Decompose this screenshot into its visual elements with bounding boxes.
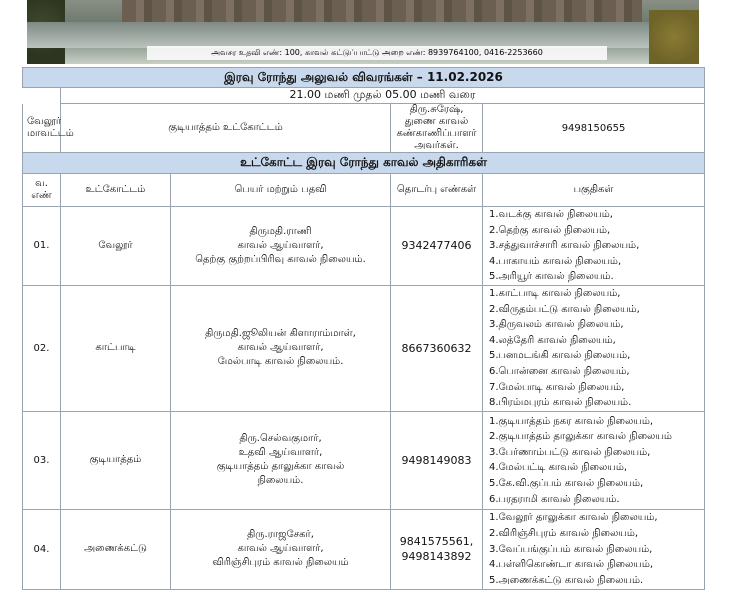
foliage-image: [649, 10, 699, 64]
row-serial-number: 02.: [23, 285, 61, 411]
row-contact-number: [391, 285, 483, 411]
row-contact-number: [391, 207, 483, 286]
table-row: [23, 411, 705, 509]
officer-line: விரிஞ்சிபுரம் காவல் நிலையம்: [212, 557, 349, 569]
police-station-item: 2.விருதம்பட்டு காவல் நிலையம்,: [489, 303, 640, 315]
row-serial-number: 04.: [23, 509, 61, 589]
row-subdivision: வேலூர்: [61, 207, 171, 286]
col-header-name-post: பெயர் மற்றும் பதவி: [171, 174, 391, 207]
district-officer: திரு.சுரேஷ், துணை காவல் கண்காணிப்பாளர் அவர்கள்.: [391, 104, 483, 153]
officer-line: மேல்பாடி காவல் நிலையம்.: [217, 356, 344, 368]
document-title-row: [23, 68, 705, 88]
row-subdivision: அணைக்கட்டு: [61, 509, 171, 589]
patrol-rows: [23, 207, 705, 590]
police-station-item: 4.லத்தேரி காவல் நிலையம்,: [489, 334, 616, 346]
row-areas: [483, 411, 705, 509]
row-officer: [171, 509, 391, 589]
police-station-item: 8.பிரம்மபுரம் காவல் நிலையம்.: [489, 397, 632, 409]
police-station-item: 5.அணைக்கட்டு காவல் நிலையம்.: [489, 574, 644, 586]
police-station-item: 3.சத்துவாச்சாரி காவல் நிலையம்,: [489, 240, 640, 252]
officer-line: திருமதி.ராணி: [249, 225, 312, 237]
col-header-contact: தொடர்பு எண்கள்: [391, 174, 483, 207]
row-officer: [171, 411, 391, 509]
police-station-item: 3.பேர்ணாம்பட்டு காவல் நிலையம்,: [489, 446, 651, 458]
col-header-sno: வ. எண்: [23, 174, 61, 207]
police-station-item: 3.திருவலம் காவல் நிலையம்,: [489, 319, 624, 331]
row-subdivision: காட்பாடி: [61, 285, 171, 411]
night-patrol-table: [22, 67, 705, 590]
officer-line: தெற்கு குற்றப்பிரிவு காவல் நிலையம்.: [195, 253, 366, 265]
table-row: [23, 285, 705, 411]
moat-water-image: [27, 22, 699, 48]
column-header-row: [23, 174, 705, 207]
row-areas: [483, 207, 705, 286]
phone-number: 8667360632: [401, 341, 472, 355]
police-station-item: 4.பாகாயம் காவல் நிலையம்,: [489, 255, 622, 267]
officer-line: உதவி ஆய்வாளர்,: [238, 447, 323, 459]
police-station-item: 3.வேப்பங்குப்பம் காவல் நிலையம்,: [489, 543, 653, 555]
police-station-item: 4.பள்ளிகொண்டா காவல் நிலையம்,: [489, 559, 654, 571]
phone-number: 9841575561,: [399, 535, 474, 549]
phone-number: 9498149083: [401, 453, 472, 467]
row-officer: [171, 285, 391, 411]
table-row: [23, 207, 705, 286]
row-serial-number: 01.: [23, 207, 61, 286]
header-banner-photo: [27, 0, 699, 64]
police-station-item: 6.பொன்னை காவல் நிலையம்,: [489, 366, 630, 378]
emergency-contact-strip: அவசர உதவி எண்: 100, காவல் கட்டுப்பாட்டு அறை எண்: 8939764100, 0416-2253660: [147, 46, 607, 60]
phone-number: 9342477406: [401, 239, 472, 253]
section-title: உட்கோட்ட இரவு ரோந்து காவல் அதிகாரிகள்: [23, 153, 705, 174]
police-station-item: 1.வேலூர் தாலுக்கா காவல் நிலையம்,: [489, 512, 658, 524]
officer-line: திரு.செல்வகுமார்,: [239, 433, 322, 445]
police-station-item: 5.பனமடங்கி காவல் நிலையம்,: [489, 350, 631, 362]
officer-line: திருமதி.ஜூலியன் கிளாராம்மாள்,: [205, 328, 356, 340]
police-station-item: 2.விரிஞ்சிபுரம் காவல் நிலையம்,: [489, 528, 639, 540]
document-title: இரவு ரோந்து அலுவல் விவரங்கள் – 11.02.2026: [23, 68, 705, 88]
officer-line: காவல் ஆய்வாளர்,: [237, 543, 324, 555]
officer-line: நிலையம்.: [257, 475, 304, 487]
police-station-item: 1.குடியாத்தம் நகர காவல் நிலையம்,: [489, 415, 654, 427]
police-station-item: 2.குடியாத்தம் தாலுக்கா காவல் நிலையம்: [489, 431, 672, 443]
police-station-item: 2.தெற்கு காவல் நிலையம்,: [489, 224, 611, 236]
row-areas: [483, 285, 705, 411]
row-serial-number: 03.: [23, 411, 61, 509]
row-areas: [483, 509, 705, 589]
district-officer-row: [23, 104, 705, 153]
time-range-row: [23, 88, 705, 104]
row-subdivision: குடியாத்தம்: [61, 411, 171, 509]
police-station-item: 1.வடக்கு காவல் நிலையம்,: [489, 209, 613, 220]
row-contact-number: [391, 411, 483, 509]
police-station-item: 1.காட்பாடி காவல் நிலையம்,: [489, 288, 621, 300]
subdivision-name: குடியாத்தம் உட்கோட்டம்: [61, 104, 391, 153]
officer-line: காவல் ஆய்வாளர்,: [237, 342, 324, 354]
col-header-subdivision: உட்கோட்டம்: [61, 174, 171, 207]
fort-wall-image: [122, 0, 642, 22]
table-row: [23, 509, 705, 589]
police-station-item: 7.மேல்பாடி காவல் நிலையம்,: [489, 381, 625, 393]
district-officer-phone: 9498150655: [483, 104, 705, 153]
phone-number: 9498143892: [401, 550, 472, 564]
police-station-item: 5.கே.வி.குப்பம் காவல் நிலையம்,: [489, 478, 644, 490]
police-station-item: 6.பரதராமி காவல் நிலையம்.: [489, 493, 620, 505]
officer-line: குடியாத்தம் தாலுக்கா காவல்: [216, 461, 345, 473]
officer-line: திரு.ராஜசேகர்,: [247, 529, 314, 541]
section-title-row: [23, 153, 705, 174]
officer-line: காவல் ஆய்வாளர்,: [237, 239, 324, 251]
police-station-item: 4.மேல்பட்டி காவல் நிலையம்,: [489, 462, 628, 474]
row-officer: [171, 207, 391, 286]
row-contact-number: [391, 509, 483, 589]
district-name: வேலூர் மாவட்டம்: [23, 104, 61, 153]
col-header-areas: பகுதிகள்: [483, 174, 705, 207]
police-station-item: 5.அரியூர் காவல் நிலையம்.: [489, 271, 614, 283]
time-range: 21.00 மணி முதல் 05.00 மணி வரை: [61, 88, 705, 104]
